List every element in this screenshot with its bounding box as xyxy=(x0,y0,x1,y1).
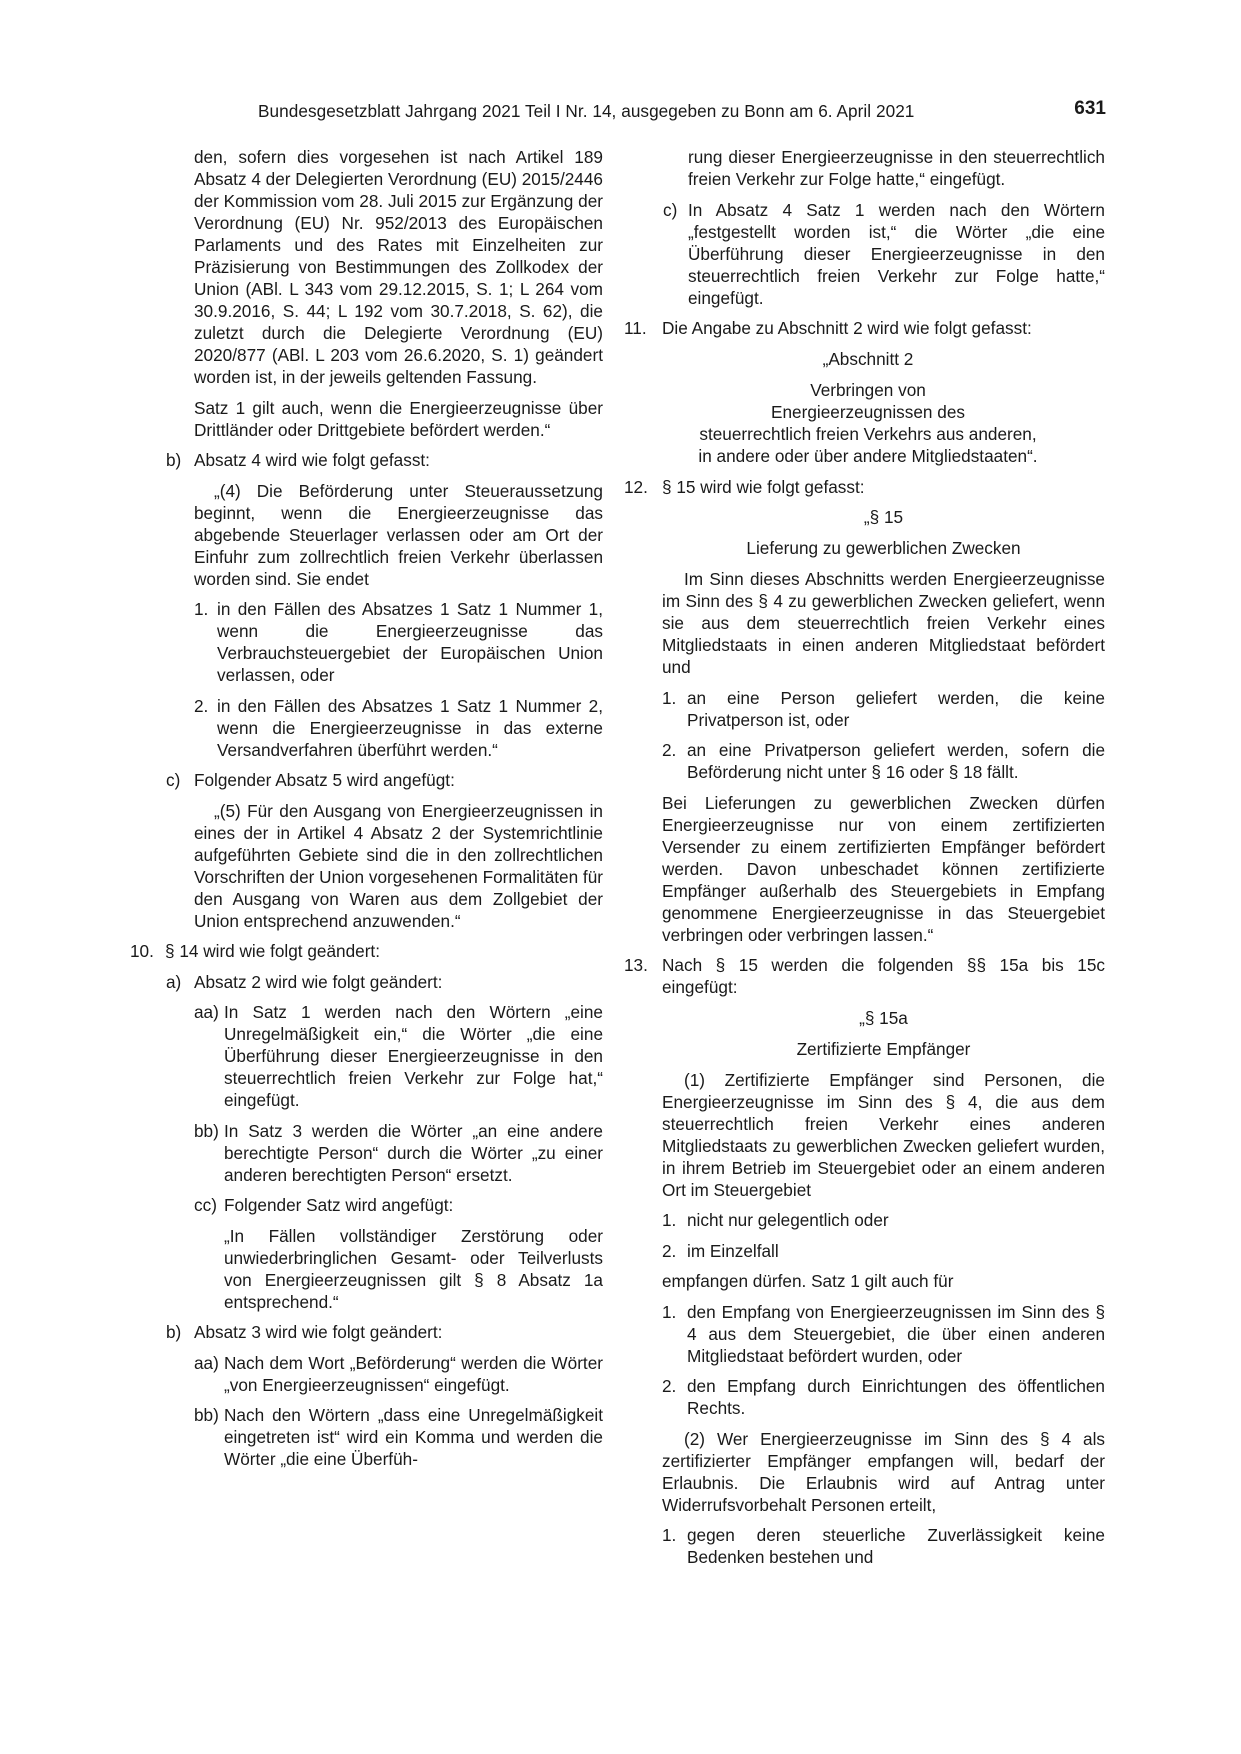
item-text: in den Fällen des Absatzes 1 Satz 1 Nummer 2, wenn die Energieerzeugnisse in das externe Versandverfahren überführt werden.“ xyxy=(217,695,603,760)
item-label: 1. xyxy=(662,1525,677,1545)
item-text: gegen deren steuerliche Zuverlässigkeit keine Bedenken bestehen und xyxy=(687,1525,1105,1567)
item-text: den Empfang durch Einrichtungen des öffentlichen Rechts. xyxy=(687,1376,1105,1418)
paragraph-title: Zertifizierte Empfänger xyxy=(796,1038,971,1059)
item-text: an eine Person geliefert werden, die keine Privatperson ist, oder xyxy=(687,687,1105,730)
quoted-paragraph: „(4) Die Beförderung unter Steueraussetzung beginnt, wenn die Energieerzeugnisse das abgebende Steuerlager verlassen oder am Ort der Einfuhr zum zollrechtlich freien Verkehr überlassen worden sind. Sie endet xyxy=(194,480,603,589)
paragraph: Im Sinn dieses Abschnitts werden Energieerzeugnisse im Sinn des § 4 zu gewerblichen Zwecken geliefert, wenn sie aus dem steuerrechtlich freien Verkehr eines Mitgliedstaats in einen anderen Mitgliedstaat befördert und xyxy=(662,569,1105,677)
item-text: § 14 wird wie folgt geändert: xyxy=(165,941,380,961)
list-item-12 xyxy=(624,476,1105,498)
item-text: den Empfang von Energieerzeugnissen im Sinn des § 4 aus dem Steuergebiet, die über einen anderen Mitgliedstaat befördert wurden, oder xyxy=(687,1301,1105,1366)
item-text: nicht nur gelegentlich oder xyxy=(687,1210,889,1230)
paragraph: (1) Zertifizierte Empfänger sind Personen, die Energieerzeugnisse im Sinn des § 4, die aus dem steuerrechtlich freien Verkehr eines anderen Mitgliedstaats zu gewerblichen Zwecken geliefert wurden, in ihrem Betrieb im Steuergebiet oder an einem anderen Ort im Steuergebiet xyxy=(662,1069,1105,1200)
item-text: In Satz 3 werden die Wörter „an eine andere berechtigte Person“ durch die Wörter „zu einer anderen berechtigten Person“ ersetzt. xyxy=(224,1120,603,1185)
item-label: 1. xyxy=(194,599,209,619)
list-item-aa xyxy=(128,1352,603,1396)
quoted-paragraph: „(5) Für den Ausgang von Energieerzeugnissen in eines der in Artikel 4 Absatz 2 der Systemrichtlinie aufgeführten Gebiete sind die in den zollrechtlichen Vorschriften der Union vorgesehenen Formalitäten für den Ausgang von Waren aus dem Zollgebiet der Union entsprechend anzuwenden.“ xyxy=(194,800,603,931)
paragraph-number: „§ 15 xyxy=(863,507,904,527)
paragraph: Bei Lieferungen zu gewerblichen Zwecken dürfen Energieerzeugnisse nur von einem zertifizierten Versender zu einem zertifizierten Empfänger befördert werden. Davon unbeschadet können zertifizierte Empfänger außerhalb des Steuergebiets in Empfang genommene Energieerzeugnisse in das Steuergebiet verbringen oder verbringen lassen.“ xyxy=(662,792,1105,945)
item-label: 12. xyxy=(624,476,648,497)
item-text: in den Fällen des Absatzes 1 Satz 1 Nummer 1, wenn die Energieerzeugnisse das Verbrauchsteuergebiet der Europäischen Union verlassen, oder xyxy=(217,599,603,685)
item-text: Folgender Satz wird angefügt: xyxy=(224,1195,454,1215)
item-label: b) xyxy=(166,450,182,470)
item-text: Absatz 3 wird wie folgt geändert: xyxy=(194,1322,443,1342)
item-label: 11. xyxy=(624,318,647,338)
list-item xyxy=(631,1301,1105,1367)
continued-paragraph: den, sofern dies vorgesehen ist nach Artikel 189 Absatz 4 der Delegierten Verordnung (EU) 2015/2446 der Kommission vom 28. Juli 2015 zur Ergänzung der Verordnung (EU) Nr. 952/2013 des Europäischen Parlaments und des Rates mit Einzelheiten zur Präzisierung von Bestimmungen des Zollkodex der Union (ABl. L 343 vom 29.12.2015, S. 1; L 264 vom 30.9.2016, S. 44; L 192 vom 30.7.2018, S. 62), die zuletzt durch die Delegierte Verordnung (EU) 2020/877 (ABl. L 203 vom 26.6.2020, S. 1) geändert worden ist, in der jeweils geltenden Fassung. xyxy=(194,147,603,387)
paragraph: empfangen dürfen. Satz 1 gilt auch für xyxy=(662,1271,954,1291)
list-item xyxy=(631,1240,1105,1262)
list-item-cc xyxy=(128,1194,603,1216)
paragraph: Satz 1 gilt auch, wenn die Energieerzeugnisse über Drittländer oder Drittgebiete befördert werden.“ xyxy=(194,397,603,440)
page-number: 631 xyxy=(1074,98,1106,119)
paragraph: (2) Wer Energieerzeugnisse im Sinn des § 4 als zertifizierter Empfänger empfangen will, bedarf der Erlaubnis. Die Erlaubnis wird auf Antrag unter Widerrufsvorbehalt Personen erteilt, xyxy=(662,1428,1105,1515)
item-label: 2. xyxy=(662,1240,677,1261)
item-text: Nach den Wörtern „dass eine Unregelmäßigkeit eingetreten ist“ wird ein Komma und werden die Wörter „die eine Überfüh- xyxy=(224,1405,603,1469)
item-text: Nach § 15 werden die folgenden §§ 15a bis 15c eingefügt: xyxy=(662,955,1105,997)
list-item xyxy=(128,695,603,761)
item-text: Absatz 4 wird wie folgt gefasst: xyxy=(194,450,430,470)
continued-paragraph: rung dieser Energieerzeugnisse in den steuerrechtlich freien Verkehr zur Folge hatte,“ eingefügt. xyxy=(688,147,1105,189)
list-item xyxy=(631,687,1105,731)
item-label: 1. xyxy=(662,1301,677,1322)
item-label: c) xyxy=(166,770,181,790)
list-item-13 xyxy=(624,954,1105,998)
item-text: im Einzelfall xyxy=(687,1240,779,1261)
list-item-aa xyxy=(128,1001,603,1111)
list-item-11 xyxy=(624,317,1105,339)
item-label: 2. xyxy=(662,740,677,760)
left-column xyxy=(128,146,603,1479)
item-text: Folgender Absatz 5 wird angefügt: xyxy=(194,770,455,790)
item-text: In Satz 1 werden nach den Wörtern „eine Unregelmäßigkeit ein,“ die Wörter „die eine Überführung dieser Energieerzeugnisse in den steuerrechtlich freien Verkehr zur Folge hat,“ eingefügt. xyxy=(224,1002,603,1110)
item-text: Nach dem Wort „Beförderung“ werden die Wörter „von Energieerzeugnissen“ eingefügt. xyxy=(224,1352,603,1395)
section-title-line: Verbringen von xyxy=(810,379,926,400)
item-label: bb) xyxy=(194,1120,219,1141)
item-text: Die Angabe zu Abschnitt 2 wird wie folgt gefasst: xyxy=(662,318,1032,338)
item-label: 1. xyxy=(662,1210,677,1230)
quoted-paragraph: „In Fällen vollständiger Zerstörung oder unwiederbringlichen Gesamt- oder Teilverlusts von Energieerzeugnissen gilt § 8 Absatz 1a entsprechend.“ xyxy=(224,1225,603,1312)
item-text: an eine Privatperson geliefert werden, sofern die Beförderung nicht unter § 16 oder § 18 fällt. xyxy=(687,740,1105,782)
item-label: aa) xyxy=(194,1352,219,1373)
right-column xyxy=(624,146,1105,1577)
list-item-bb xyxy=(128,1120,603,1186)
list-item-b xyxy=(128,449,603,471)
item-label: 2. xyxy=(662,1376,677,1396)
item-label: c) xyxy=(663,199,678,220)
page-header xyxy=(258,100,1106,124)
paragraph-number: „§ 15a xyxy=(859,1007,908,1028)
item-label: 10. xyxy=(130,941,154,961)
list-item xyxy=(631,739,1105,783)
item-text: § 15 wird wie folgt gefasst: xyxy=(662,476,865,497)
item-label: 2. xyxy=(194,695,209,716)
item-text: Absatz 2 wird wie folgt geändert: xyxy=(194,971,443,992)
section-title-line: in andere oder über andere Mitgliedstaaten“. xyxy=(698,445,1038,466)
paragraph-title: Lieferung zu gewerblichen Zwecken xyxy=(746,538,1021,558)
list-item-10 xyxy=(128,940,603,962)
list-item-c xyxy=(631,199,1105,309)
list-item xyxy=(631,1209,1105,1231)
item-label: bb) xyxy=(194,1405,219,1425)
list-item-b xyxy=(128,1321,603,1343)
section-title-line: steuerrechtlich freien Verkehrs aus anderen, xyxy=(699,423,1037,444)
section-title-line: Energieerzeugnissen des xyxy=(771,401,965,422)
item-label: cc) xyxy=(194,1195,217,1215)
list-item xyxy=(631,1524,1105,1568)
item-label: aa) xyxy=(194,1002,219,1022)
item-label: b) xyxy=(166,1322,182,1342)
running-header: Bundesgesetzblatt Jahrgang 2021 Teil I Nr. 14, ausgegeben zu Bonn am 6. April 2021 xyxy=(258,101,915,121)
list-item-c xyxy=(128,769,603,791)
section-heading: „Abschnitt 2 xyxy=(822,348,914,369)
list-item-bb xyxy=(128,1404,603,1470)
item-label: a) xyxy=(166,971,182,992)
list-item-a xyxy=(128,971,603,993)
item-label: 1. xyxy=(662,687,677,708)
list-item xyxy=(631,1375,1105,1419)
list-item xyxy=(128,598,603,686)
item-label: 13. xyxy=(624,955,648,975)
item-text: In Absatz 4 Satz 1 werden nach den Wörtern „festgestellt worden ist,“ die Wörter „die eine Überführung dieser Energieerzeugnisse in den steuerrechtlich freien Verkehr zur Folge hatte,“ eingefügt. xyxy=(688,199,1105,308)
